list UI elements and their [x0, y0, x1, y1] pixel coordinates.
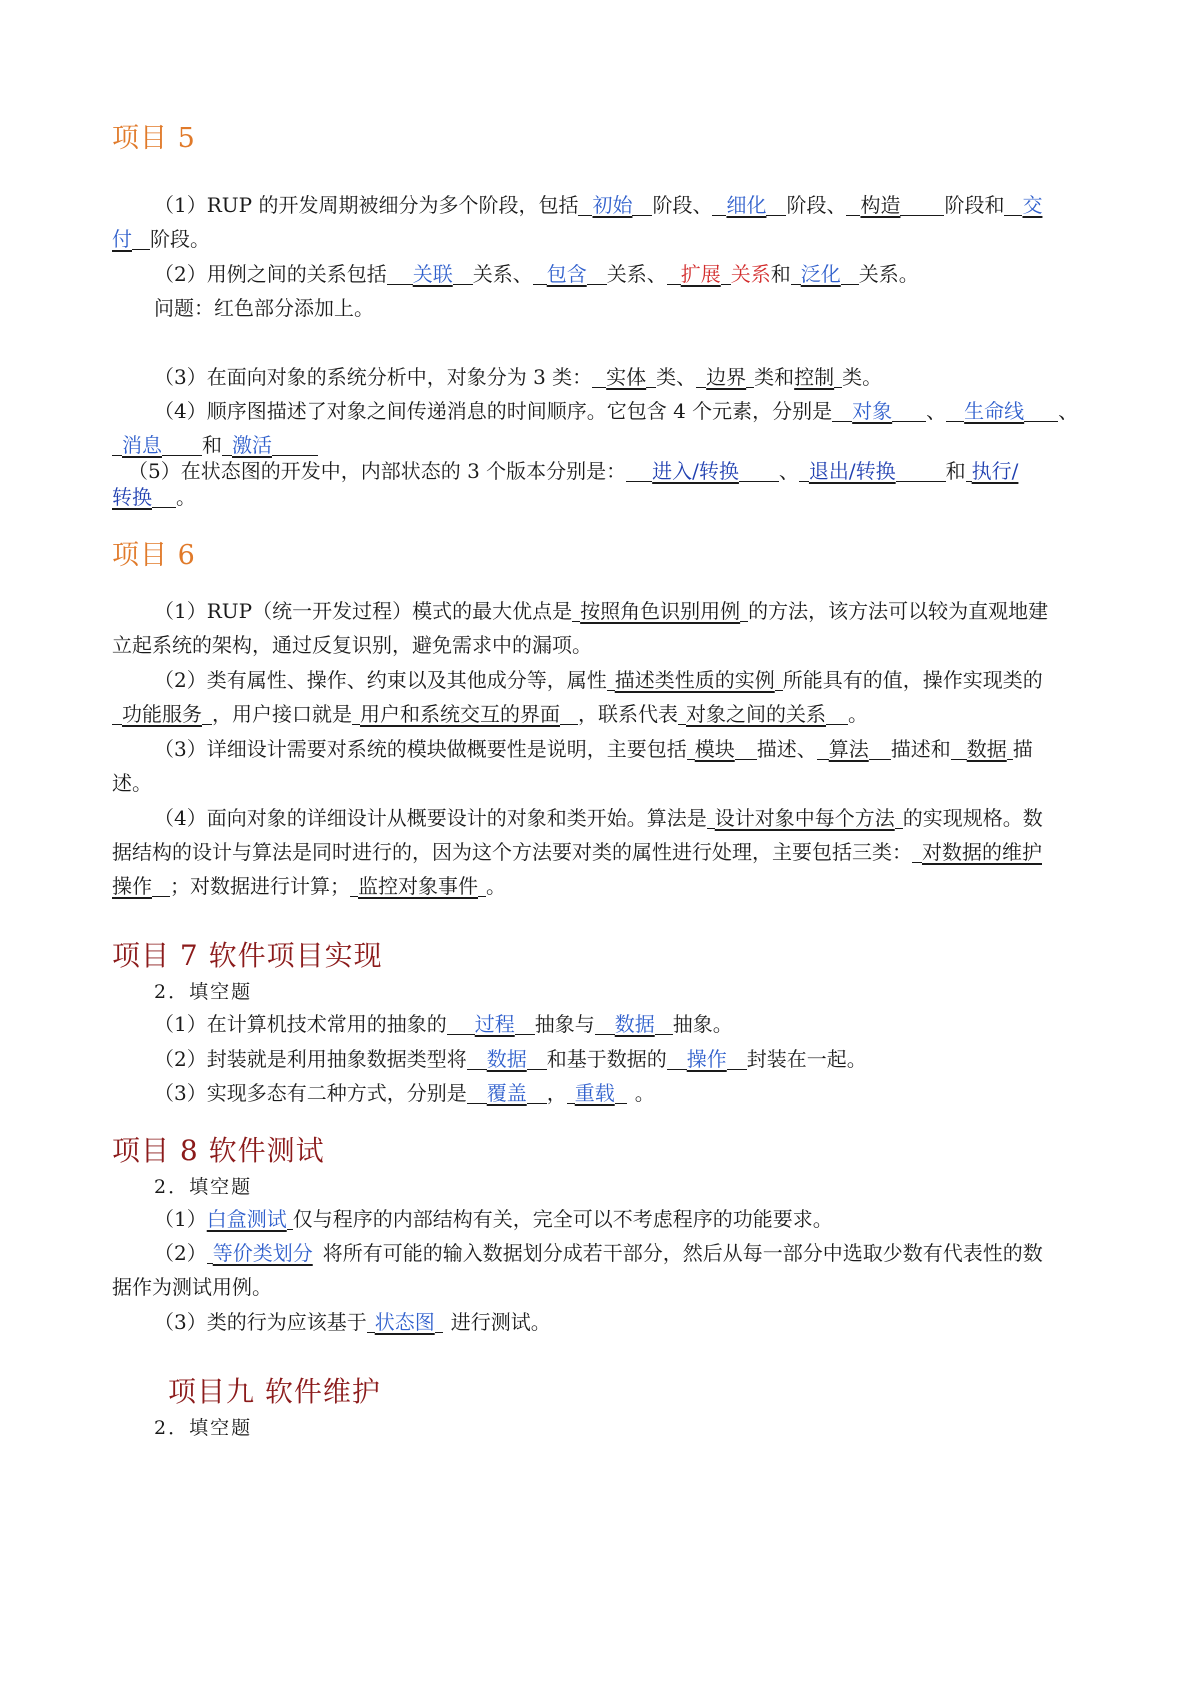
- p7-q3: （3）实现多态有二种方式，分别是 覆盖 ， 重载 。: [154, 1081, 655, 1105]
- p6-q3-line2: 述。: [112, 771, 152, 795]
- p7-q1: （1）在计算机技术常用的抽象的 过程 抽象与 数据 抽象。: [154, 1012, 733, 1036]
- section-title-9: 项目九 软件维护: [168, 1375, 381, 1408]
- p6-q4-line2: 据结构的设计与算法是同时进行的，因为这个方法要对类的属性进行处理，主要包括三类： 对数据的维护: [112, 840, 1042, 864]
- p5-note: 问题：红色部分添加上。: [154, 296, 374, 320]
- p6-q4-line3: 操作 ；对数据进行计算； 监控对象事件 。: [112, 874, 506, 898]
- p6-q2-line2: 功能服务 ，用户接口就是 用户和系统交互的界面 ，联系代表 对象之间的关系 。: [112, 701, 868, 727]
- p6-q1-line2: 立起系统的架构，通过反复识别，避免需求中的漏项。: [112, 633, 592, 657]
- section-title-5: 项目 5: [112, 123, 196, 154]
- p5-q2: （2）用例之间的关系包括 关联 关系、 包含 关系、 扩展 关系和 泛化 关系。: [154, 262, 919, 286]
- p6-q1-line1: （1）RUP（统一开发过程）模式的最大优点是 按照角色识别用例 的方法，该方法可以较为直观地建: [154, 599, 1049, 623]
- section-9-subtitle: 2．填空题: [154, 1417, 253, 1439]
- p8-q3: （3）类的行为应该基于 状态图 进行测试。: [154, 1310, 551, 1334]
- section-8-subtitle: 2．填空题: [154, 1176, 253, 1198]
- p6-q4-line1: （4）面向对象的详细设计从概要设计的对象和类开始。算法是 设计对象中每个方法 的实现规格。数: [154, 806, 1043, 830]
- p5-q4-line2: 消息 和 激活: [112, 432, 318, 458]
- p6-q2-line1: （2）类有属性、操作、约束以及其他成分等，属性 描述类性质的实例 所能具有的值，操作实现类的: [154, 668, 1043, 692]
- p5-q1-line2: 付 阶段。: [112, 227, 210, 251]
- section-title-8: 项目 8 软件测试: [112, 1134, 325, 1167]
- p5-q5-line2: 转换 。: [112, 485, 196, 509]
- p5-q1-line1: （1）RUP 的开发周期被细分为多个阶段，包括 初始 阶段、 细化 阶段、 构造 阶段和 交: [154, 193, 1043, 217]
- p8-q2-line2: 据作为测试用例。: [112, 1275, 272, 1299]
- p5-q4-line1: （4）顺序图描述了对象之间传递消息的时间顺序。它包含 4 个元素，分别是 对象 、 生命线 、: [154, 399, 1079, 423]
- p6-q3-line1: （3）详细设计需要对系统的模块做概要性是说明，主要包括 模块 描述、 算法 描述和 数据 描: [154, 737, 1033, 761]
- p7-q2: （2）封装就是利用抽象数据类型将 数据 和基于数据的 操作 封装在一起。: [154, 1047, 867, 1071]
- section-title-7: 项目 7 软件项目实现: [112, 939, 383, 972]
- p5-q5-line1: （5）在状态图的开发中，内部状态的 3 个版本分别是： 进入/转换 、 退出/转换 和 执行/: [128, 459, 1019, 483]
- p8-q2-line1: （2） 等价类划分 将所有可能的输入数据划分成若干部分，然后从每一部分中选取少数有代表性的数: [154, 1241, 1043, 1265]
- p5-q3: （3）在面向对象的系统分析中，对象分为 3 类： 实体 类、 边界 类和控制 类。: [154, 365, 883, 389]
- section-7-subtitle: 2．填空题: [154, 981, 253, 1003]
- p8-q1: （1）白盒测试 仅与程序的内部结构有关，完全可以不考虑程序的功能要求。: [154, 1207, 833, 1231]
- section-title-6: 项目 6: [112, 540, 196, 571]
